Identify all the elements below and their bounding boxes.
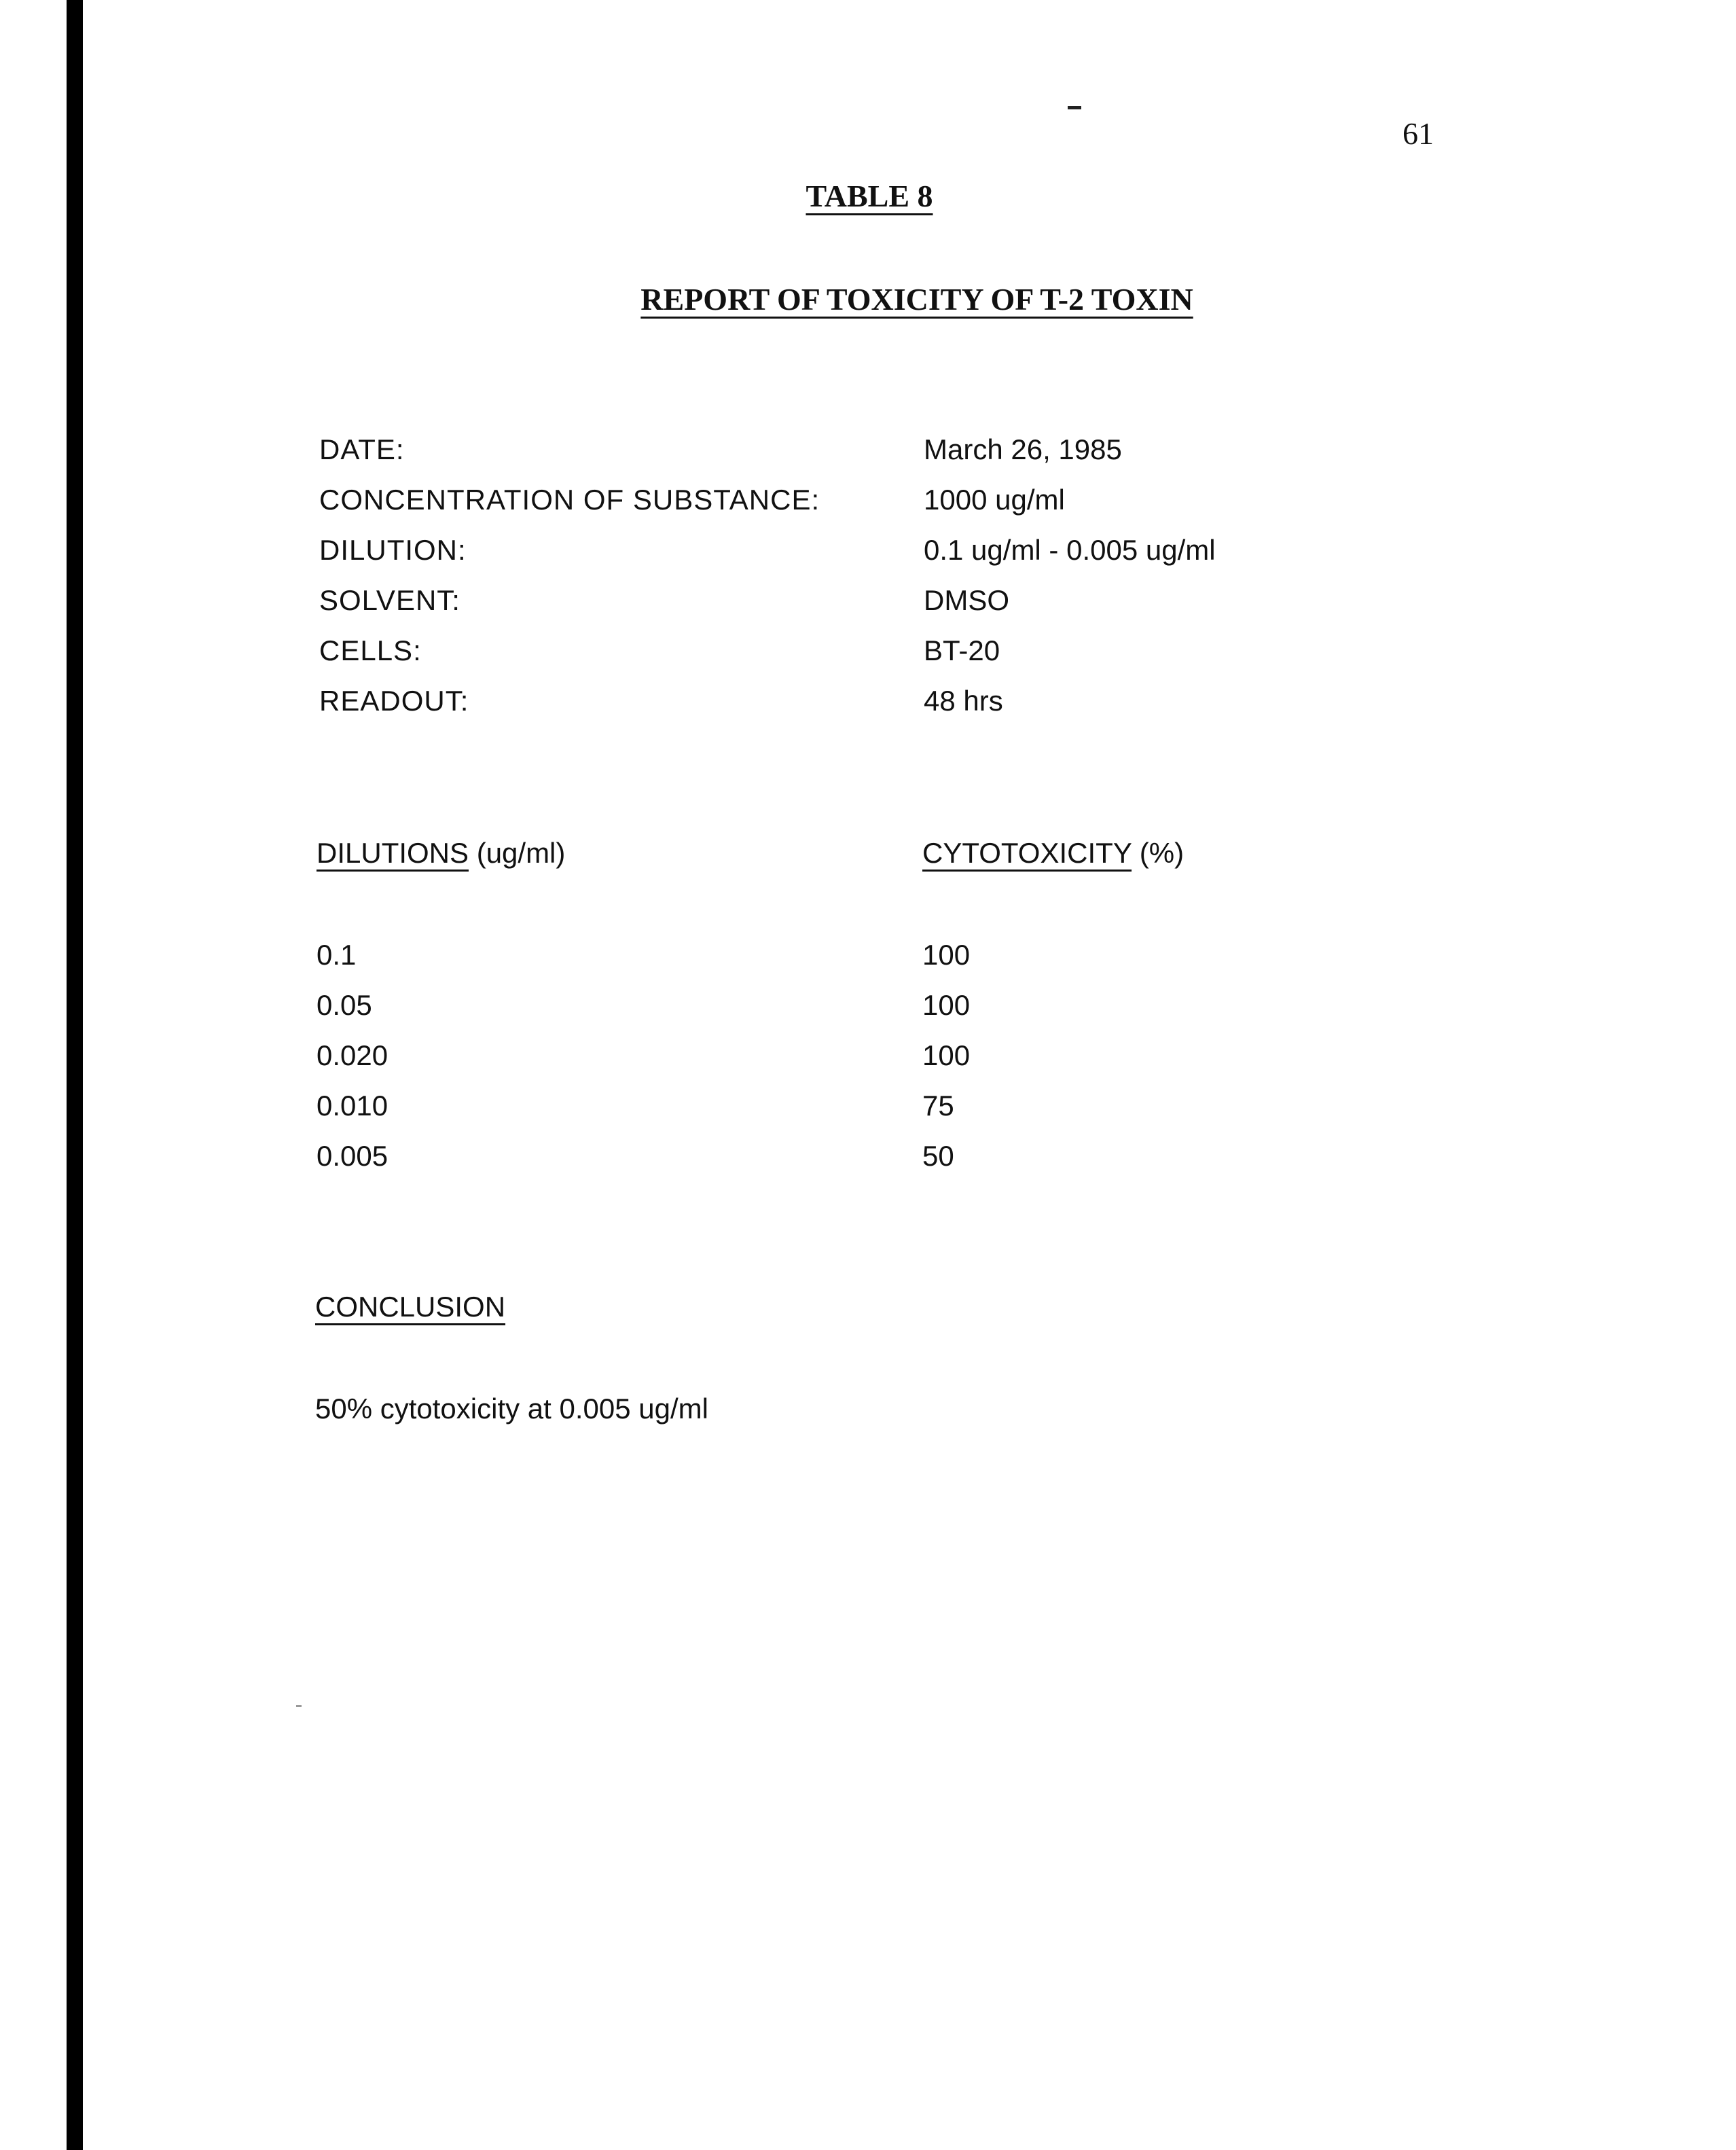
info-label: DATE: xyxy=(319,433,405,465)
cytotoxicity-cell: 100 xyxy=(922,939,971,971)
info-label: DILUTION: xyxy=(319,534,467,566)
scan-mark xyxy=(296,1705,302,1707)
cytotoxicity-cell: 75 xyxy=(922,1090,954,1122)
cytotoxicity-cell: 100 xyxy=(922,1039,971,1071)
info-value: 1000 ug/ml xyxy=(924,484,1065,516)
cytotoxicity-header xyxy=(922,837,1184,870)
report-title xyxy=(475,281,1358,317)
info-row-solvent xyxy=(319,584,1474,632)
info-label: SOLVENT: xyxy=(319,584,460,616)
dilution-cell: 0.05 xyxy=(317,989,372,1021)
scan-mark xyxy=(1068,106,1081,109)
info-row-dilution xyxy=(319,534,1474,581)
cytotoxicity-header-unit: (%) xyxy=(1139,837,1185,869)
info-row-concentration xyxy=(319,484,1474,531)
cytotoxicity-cell: 100 xyxy=(922,989,971,1021)
table-row xyxy=(317,939,1199,986)
table-row xyxy=(317,1039,1199,1087)
report-title-text: REPORT OF TOXICITY OF T-2 TOXIN xyxy=(640,282,1193,317)
cytotoxicity-header-text: CYTOTOXICITY xyxy=(922,837,1132,869)
info-value: March 26, 1985 xyxy=(924,433,1122,465)
table-label xyxy=(713,178,1026,214)
info-value: BT-20 xyxy=(924,634,1000,666)
info-row-date xyxy=(319,433,1474,481)
page-number: 61 xyxy=(1403,116,1434,151)
info-value: 48 hrs xyxy=(924,685,1003,717)
conclusion-heading: CONCLUSION xyxy=(315,1291,506,1323)
info-row-cells xyxy=(319,634,1474,682)
conclusion-text: 50% cytotoxicity at 0.005 ug/ml xyxy=(315,1393,708,1425)
dilution-cell: 0.010 xyxy=(317,1090,388,1122)
dilutions-header xyxy=(317,837,565,870)
info-label: READOUT: xyxy=(319,685,469,717)
dilutions-header-text: DILUTIONS xyxy=(317,837,469,869)
dilution-cell: 0.020 xyxy=(317,1039,388,1071)
info-row-readout xyxy=(319,685,1474,732)
table-row xyxy=(317,1140,1199,1187)
cytotoxicity-cell: 50 xyxy=(922,1140,954,1172)
table-row xyxy=(317,1090,1199,1137)
table-row xyxy=(317,989,1199,1037)
dilution-cell: 0.1 xyxy=(317,939,357,971)
dilution-cell: 0.005 xyxy=(317,1140,388,1172)
table-label-text: TABLE 8 xyxy=(806,179,933,213)
info-label: CELLS: xyxy=(319,634,422,666)
info-value: DMSO xyxy=(924,584,1009,616)
info-label: CONCENTRATION OF SUBSTANCE: xyxy=(319,484,820,516)
binding-edge xyxy=(67,0,83,2150)
info-value: 0.1 ug/ml - 0.005 ug/ml xyxy=(924,534,1216,566)
dilutions-header-unit: (ug/ml) xyxy=(476,837,566,869)
